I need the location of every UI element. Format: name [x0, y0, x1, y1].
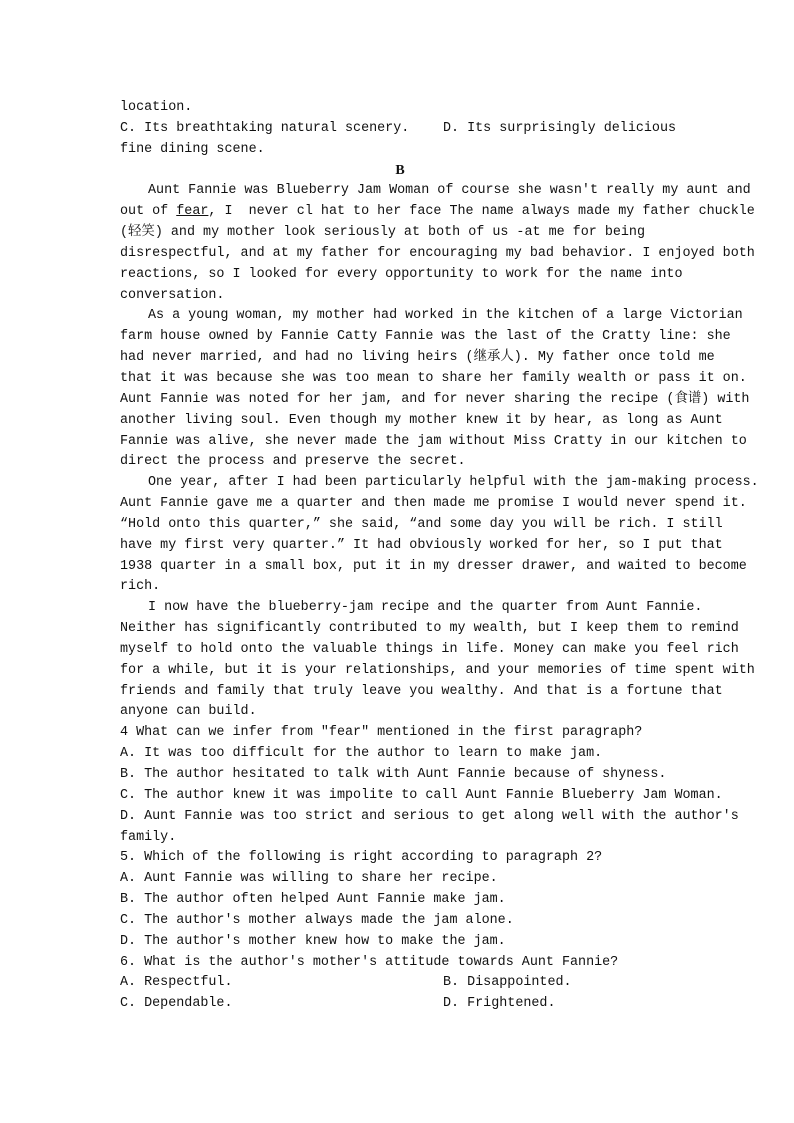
text-segment: have my first very quarter.” It had obviously worked for her, so I put that — [120, 537, 723, 553]
text-segment: conversation. — [120, 287, 225, 303]
text-line — [120, 202, 755, 223]
text-line — [120, 619, 739, 640]
text-segment: for a while, but it is your relationships, and your memories of time spent with — [120, 662, 755, 678]
text-segment: B. The author often helped Aunt Fannie make jam. — [120, 892, 506, 908]
text-segment: C. Dependable. — [120, 996, 233, 1012]
text-line — [120, 390, 750, 411]
text-segment: Fannie was alive, she never made the jam without Miss Cratty in our kitchen to — [120, 433, 747, 449]
text-line — [120, 306, 743, 327]
text-segment: “Hold onto this quarter,” she said, “and some day you will be rich. I still — [120, 516, 723, 532]
text-segment: 5. Which of the following is right according to paragraph 2? — [120, 850, 603, 866]
text-segment: Aunt Fannie was Blueberry Jam Woman of course she wasn't really my aunt and — [148, 183, 751, 199]
text-segment: had never married, and had no living heirs (继承人). My father once told me — [120, 350, 715, 366]
text-line — [120, 265, 683, 286]
text-segment: Neither has significantly contributed to my wealth, but I keep them to remind — [120, 621, 739, 637]
text-line — [120, 119, 680, 140]
text-line — [120, 744, 680, 765]
text-segment: myself to hold onto the valuable things in life. Money can make you feel rich — [120, 641, 739, 657]
text-line — [120, 911, 680, 932]
text-segment: C. The author's mother always made the jam alone. — [120, 912, 514, 928]
text-line — [120, 640, 739, 661]
text-segment: farm house owned by Fannie Catty Fannie was the last of the Cratty line: she — [120, 329, 731, 345]
text-line — [120, 494, 747, 515]
text-segment: 6. What is the author's mother's attitude towards Aunt Fannie? — [120, 954, 619, 970]
option-right: D. Frightened. — [443, 996, 556, 1012]
text-line — [120, 994, 680, 1015]
text-line — [120, 890, 680, 911]
text-segment: another living soul. Even though my mother knew it by hear, as long as Aunt — [120, 412, 723, 428]
text-line — [120, 786, 723, 807]
text-segment: I now have the blueberry-jam recipe and the quarter from Aunt Fannie. — [148, 600, 703, 616]
text-segment: Aunt Fannie was noted for her jam, and for never sharing the recipe (食谱) with — [120, 391, 750, 407]
text-segment: friends and family that truly leave you wealthy. And that is a fortune that — [120, 683, 723, 699]
text-segment: B — [395, 162, 405, 178]
text-segment: direct the process and preserve the secret. — [120, 454, 466, 470]
text-segment: Aunt Fannie gave me a quarter and then made me promise I would never spend it. — [120, 496, 747, 512]
text-segment: A. Respectful. — [120, 975, 233, 991]
text-line — [120, 702, 680, 723]
text-line — [120, 869, 680, 890]
text-segment: location. — [120, 100, 193, 115]
underlined-word: fear — [176, 204, 209, 220]
text-segment: , I never cl hat to her face The name always made my father chuckle — [208, 204, 755, 220]
text-segment: As a young woman, my mother had worked in the kitchen of a large Victorian — [148, 308, 743, 324]
text-line — [120, 682, 723, 703]
text-segment: One year, after I had been particularly helpful with the jam-making process. — [148, 475, 759, 491]
text-segment: A. It was too difficult for the author to learn to make jam. — [120, 746, 603, 762]
text-segment: C. Its breathtaking natural scenery. — [120, 120, 410, 136]
section-heading — [120, 161, 680, 182]
text-line — [120, 473, 759, 494]
text-line — [120, 327, 731, 348]
text-line — [120, 452, 680, 473]
text-line — [120, 244, 755, 265]
text-line — [120, 848, 680, 869]
text-segment: (轻笑) and my mother look seriously at both of us -at me for being — [120, 225, 645, 241]
option-right: B. Disappointed. — [443, 975, 572, 991]
text-segment: family. — [120, 829, 177, 845]
text-line — [120, 348, 715, 369]
text-segment: out of — [120, 204, 177, 220]
text-segment: that it was because she was too mean to share her family wealth or pass it on. — [120, 370, 747, 386]
text-line — [120, 411, 723, 432]
option-right: D. Its surprisingly delicious — [443, 120, 677, 136]
text-line — [120, 932, 680, 953]
text-line — [120, 557, 747, 578]
text-segment: disrespectful, and at my father for encouraging my bad behavior. I enjoyed both — [120, 245, 755, 261]
text-segment: D. Aunt Fannie was too strict and serious to get along well with the author's — [120, 808, 739, 824]
text-line — [120, 661, 755, 682]
text-segment: fine dining scene. — [120, 141, 265, 157]
text-line — [120, 577, 680, 598]
text-line — [120, 953, 680, 974]
text-segment: C. The author knew it was impolite to call Aunt Fannie Blueberry Jam Woman. — [120, 787, 723, 803]
text-segment: 1938 quarter in a small box, put it in my dresser drawer, and waited to become — [120, 558, 747, 574]
text-line — [120, 369, 747, 390]
text-line — [120, 973, 680, 994]
text-segment: D. The author's mother knew how to make the jam. — [120, 933, 506, 949]
text-line — [120, 598, 703, 619]
text-segment: B. The author hesitated to talk with Aunt Fannie because of shyness. — [120, 767, 667, 782]
text-segment: reactions, so I looked for every opportunity to work for the name into — [120, 266, 683, 282]
document-body — [120, 98, 759, 1015]
text-line — [120, 807, 739, 828]
text-line — [120, 432, 747, 453]
text-segment: A. Aunt Fannie was willing to share her recipe. — [120, 871, 498, 887]
text-line — [120, 828, 680, 849]
text-line — [120, 98, 680, 119]
text-line — [120, 140, 680, 161]
text-line — [120, 286, 680, 307]
text-line — [120, 723, 680, 744]
text-segment: 4 What can we infer from "fear" mentioned in the first paragraph? — [120, 725, 643, 741]
text-line — [120, 181, 751, 202]
text-segment: rich. — [120, 579, 161, 595]
text-line — [120, 765, 680, 786]
text-line — [120, 536, 723, 557]
text-line — [120, 515, 723, 536]
text-line — [120, 223, 680, 244]
text-segment: anyone can build. — [120, 704, 257, 720]
